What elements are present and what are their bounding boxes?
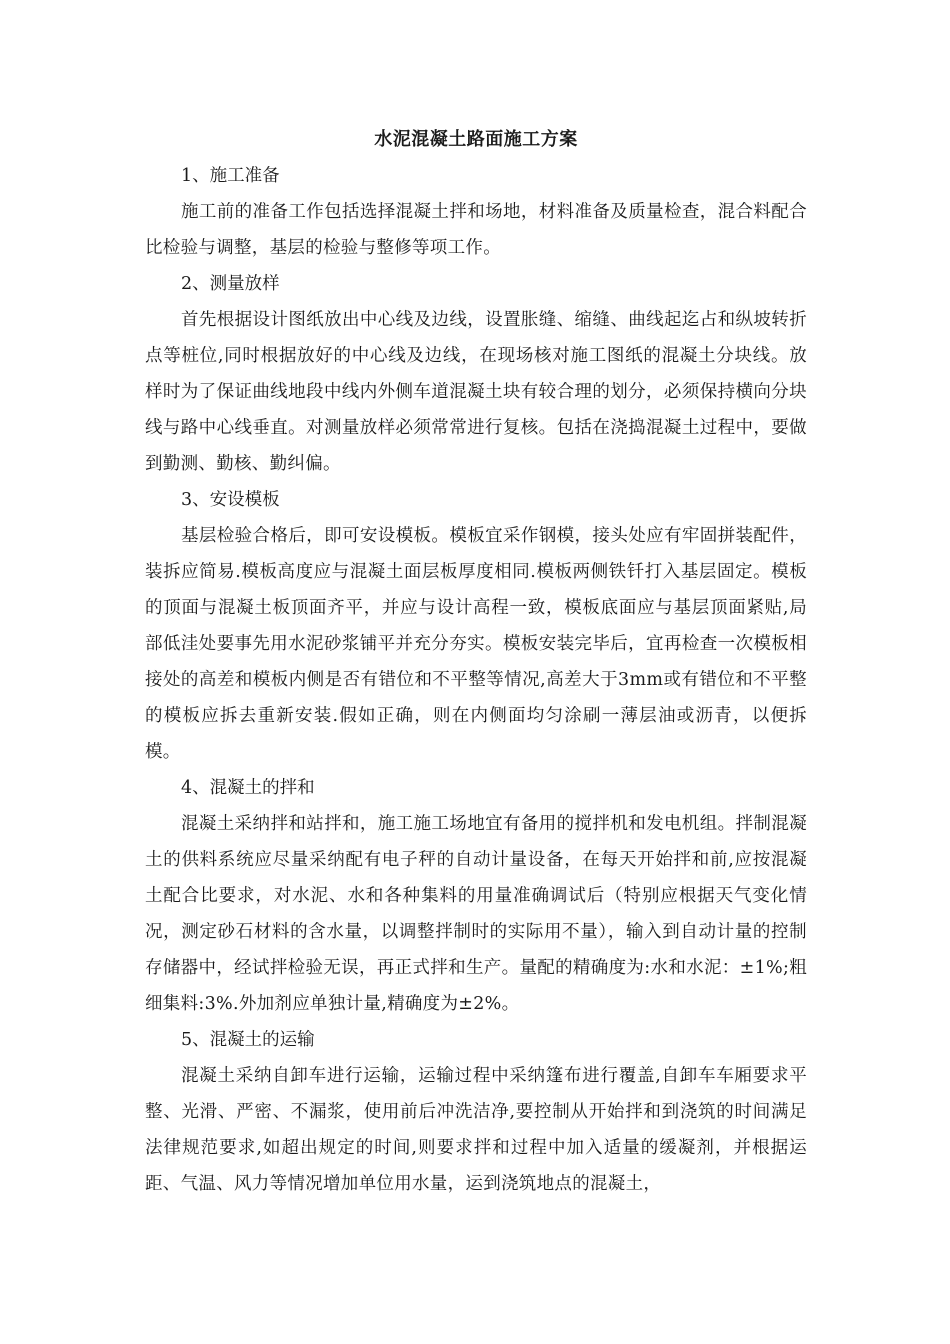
section-construction-preparation — [145, 158, 807, 266]
section-concrete-transport — [145, 1022, 807, 1202]
section-paragraph: 施工前的准备工作包括选择混凝土拌和场地，材料准备及质量检查，混合料配合比检验与调整，基层的检验与整修等项工作。 — [145, 202, 807, 258]
document-title: 水泥混凝土路面施工方案 — [374, 129, 578, 150]
section-paragraph: 混凝土采纳拌和站拌和，施工施工场地宜有备用的搅拌机和发电机组。拌制混凝土的供料系统应尽量采纳配有电子秤的自动计量设备，在每天开始拌和前,应按混凝土配合比要求，对水泥、水和各种集料的用量准确调试后（特别应根据天气变化情况，测定砂石材料的含水量，以调整拌制时的实际用不量），输入到自动计量的控制存储器中，经试拌检验无误，再正式拌和生产。量配的精确度为:水和水泥：±1%;粗细集料:3%.外加剂应单独计量,精确度为±2%。 — [145, 814, 807, 1014]
section-heading: 3、安设模板 — [181, 490, 280, 510]
section-concrete-mixing — [145, 770, 807, 1022]
section-heading: 2、测量放样 — [181, 274, 280, 294]
section-paragraph: 基层检验合格后，即可安设模板。模板宜采作钢模，接头处应有牢固拼装配件，装拆应简易.模板高度应与混凝土面层板厚度相同.模板两侧铁钎打入基层固定。模板的顶面与混凝土板顶面齐平，并应与设计高程一致，模板底面应与基层顶面紧贴,局部低洼处要事先用水泥砂浆铺平并充分夯实。模板安装完毕后，宜再检查一次模板相接处的高差和模板内侧是否有错位和不平整等情况,高差大于3mm或有错位和不平整的模板应拆去重新安装.假如正确，则在内侧面均匀涂刷一薄层油或沥青，以便拆模。 — [145, 526, 807, 762]
section-heading: 5、混凝土的运输 — [181, 1030, 315, 1050]
section-survey-layout — [145, 266, 807, 482]
section-paragraph: 首先根据设计图纸放出中心线及边线，设置胀缝、缩缝、曲线起迄占和纵坡转折点等桩位,同时根据放好的中心线及边线，在现场核对施工图纸的混凝土分块线。放样时为了保证曲线地段中线内外侧车道混凝土块有较合理的划分，必须保持横向分块线与路中心线垂直。对测量放样必须常常进行复核。包括在浇捣混凝土过程中，要做到勤测、勤核、勤纠偏。 — [145, 310, 807, 474]
section-heading: 4、混凝土的拌和 — [181, 778, 315, 798]
section-formwork-installation — [145, 482, 807, 770]
section-heading: 1、施工准备 — [181, 166, 280, 186]
document-body — [145, 121, 807, 1202]
section-paragraph: 混凝土采纳自卸车进行运输，运输过程中采纳篷布进行覆盖,自卸车车厢要求平整、光滑、严密、不漏浆，使用前后冲洗洁净,要控制从开始拌和到浇筑的时间满足法律规范要求,如超出规定的时间,则要求拌和过程中加入适量的缓凝剂，并根据运距、气温、风力等情况增加单位用水量，运到浇筑地点的混凝土， — [145, 1066, 807, 1194]
